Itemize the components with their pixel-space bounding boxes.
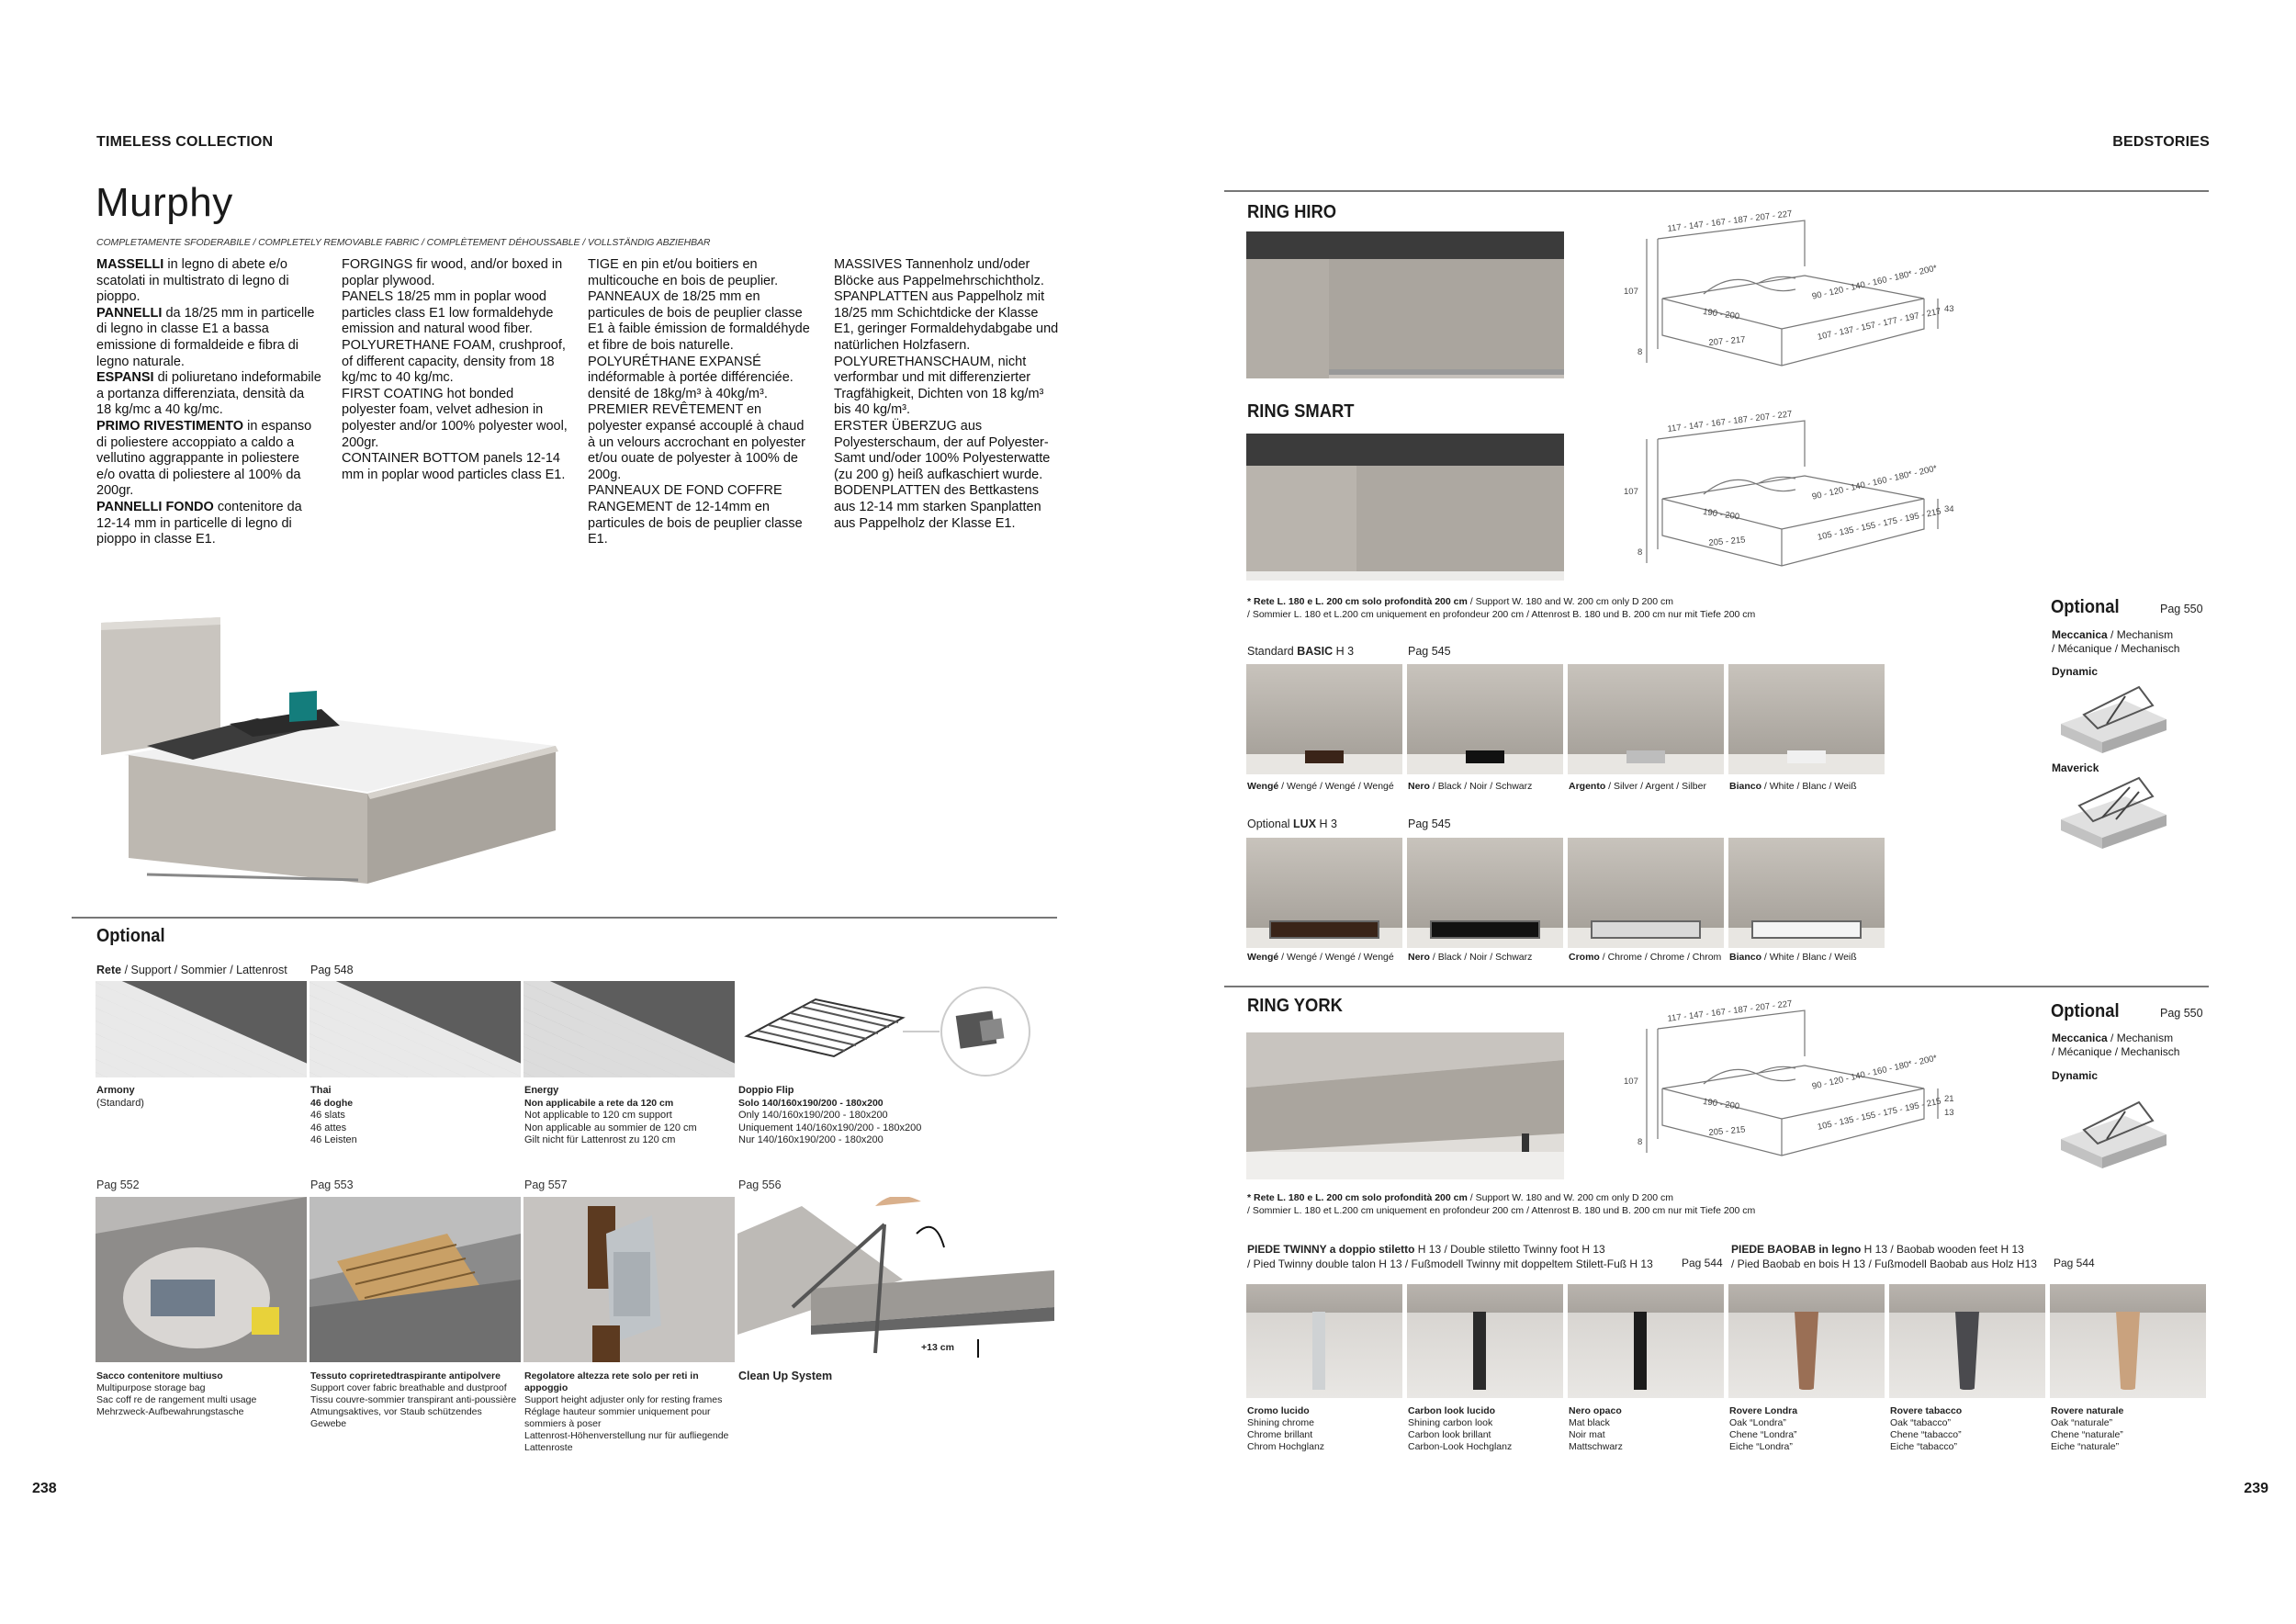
basic-feet-label: Standard BASIC H 3 bbox=[1247, 645, 1355, 658]
foot-caption: Cromo lucido Shining chrome Chrome brillant Chrom Hochglanz bbox=[1247, 1405, 1325, 1452]
mechanism-dynamic-label: Dynamic bbox=[2052, 665, 2099, 678]
page-number-left: 238 bbox=[32, 1481, 57, 1496]
basic-foot-icon bbox=[1466, 750, 1504, 763]
spec-en-paragraph: CONTAINER BOTTOM panels 12-14 mm in poplar wood particles class E1. bbox=[342, 451, 566, 482]
lux-foot-icon bbox=[1591, 920, 1701, 939]
caption-support-cover: Tessuto copriretedtraspirante antipolvere Support cover fabric breathable and dustproof Tissu couvre-sommier transpirant anti-poussière Atmungsaktives, vor Staub schützendes Gewebe bbox=[310, 1370, 517, 1429]
dim-mattress-width: 90 - 120 - 140 - 160 - 180* - 200* bbox=[1811, 463, 1939, 502]
dim-mattress-width: 90 - 120 - 140 - 160 - 180* - 200* bbox=[1811, 1053, 1939, 1092]
dim-side-height: 43 bbox=[1944, 304, 1954, 314]
foot-caption: Carbon look lucido Shining carbon look Carbon look brillant Carbon-Look Hochglanz bbox=[1408, 1405, 1513, 1452]
spec-it-paragraph: ESPANSI di poliuretano indeformabile a portanza differenziata, densità da 18 kg/mc a 40 kg/mc. bbox=[96, 370, 321, 418]
dim-outer-width: 105 - 135 - 155 - 175 - 195 - 215 bbox=[1817, 1096, 1942, 1133]
york-dynamic-image bbox=[2052, 1084, 2169, 1171]
foot-icon bbox=[1955, 1312, 1979, 1390]
lux-swatch-image bbox=[1568, 838, 1724, 948]
spec-fr-paragraph: PANNEAUX DE FOND COFFRE RANGEMENT de 12-14mm en particules de bois de peuplier classe E1. bbox=[588, 483, 803, 547]
lux-swatch-caption: Wengé / Wengé / Wengé / Wengé bbox=[1247, 952, 1394, 963]
lux-feet-pag: Pag 545 bbox=[1408, 818, 1451, 830]
dim-depth: 205 - 215 bbox=[1708, 1124, 1746, 1138]
spec-it-paragraph: MASSELLI in legno di abete e/o scatolati in multistrato di legno di pioppo. bbox=[96, 257, 289, 305]
foot-icon bbox=[1795, 1312, 1818, 1390]
dim-side-height: 34 bbox=[1944, 504, 1954, 514]
dim-top-width: 117 - 147 - 167 - 187 - 207 - 227 bbox=[1667, 409, 1793, 434]
pag-clean-up: Pag 556 bbox=[738, 1179, 782, 1191]
mechanism-optional-title: Optional bbox=[2051, 597, 2120, 617]
dim-height: 107 bbox=[1624, 487, 1638, 497]
page-number-right: 239 bbox=[2244, 1481, 2268, 1496]
basic-swatch-caption: Bianco / White / Blanc / Weiß bbox=[1729, 781, 1857, 792]
dim-foot-height: 8 bbox=[1638, 547, 1643, 558]
energy-slats-image bbox=[523, 981, 735, 1077]
foot-swatch-image bbox=[1407, 1284, 1563, 1398]
ring-hiro-image bbox=[1246, 231, 1564, 378]
york-mechanism-pag: Pag 550 bbox=[2160, 1007, 2203, 1020]
spec-fr-paragraph: TIGE en pin et/ou boitiers en multicouche en bois de peuplier. bbox=[588, 257, 779, 288]
lux-swatch-image bbox=[1246, 838, 1402, 948]
spec-column-en bbox=[342, 257, 569, 483]
twinny-feet-label: PIEDE TWINNY a doppio stiletto H 13 / Double stiletto Twinny foot H 13 / Pied Twinny double talon H 13 / Fußmodell Twinny mit doppeltem Stilett-Fuß H 13 bbox=[1247, 1243, 1653, 1270]
pag-tessuto: Pag 553 bbox=[310, 1179, 354, 1191]
basic-swatch-image bbox=[1246, 664, 1402, 774]
foot-caption: Rovere Londra Oak “Londra” Chene “Londra” Eiche “Londra” bbox=[1729, 1405, 1798, 1452]
lux-feet-label: Optional LUX H 3 bbox=[1247, 818, 1337, 830]
left-optional-title: Optional bbox=[96, 926, 165, 946]
york-optional-title: Optional bbox=[2051, 1001, 2120, 1021]
mechanism-pag: Pag 550 bbox=[2160, 603, 2203, 615]
spec-en-paragraph: POLYURETHANE FOAM, crushproof, of different capacity, density from 18 kg/mc to 40 kg/mc. bbox=[342, 337, 566, 386]
dim-length: 190 - 200 bbox=[1702, 507, 1740, 523]
lux-swatch-image bbox=[1728, 838, 1885, 948]
foot-icon bbox=[2116, 1312, 2140, 1390]
spec-en-paragraph: FIRST COATING hot bonded polyester foam, velvet adhesion in polyester and/or 100% polyester wool, 200gr. bbox=[342, 386, 568, 450]
foot-caption: Rovere tabacco Oak “tabacco” Chene “tabacco” Eiche “tabacco” bbox=[1890, 1405, 1963, 1452]
dim-top-width: 117 - 147 - 167 - 187 - 207 - 227 bbox=[1667, 209, 1793, 234]
lux-swatch-caption: Cromo / Chrome / Chrome / Chrom bbox=[1569, 952, 1722, 963]
basic-swatch-image bbox=[1728, 664, 1885, 774]
clean-up-badge: +13 cm bbox=[921, 1342, 954, 1353]
ring-smart-image bbox=[1246, 434, 1564, 581]
spec-column-de bbox=[834, 257, 1060, 532]
ring-york-image bbox=[1246, 1032, 1564, 1179]
caption-clean-up: Clean Up System bbox=[738, 1370, 833, 1382]
storage-bag-image bbox=[96, 1197, 307, 1362]
foot-swatch-image bbox=[1889, 1284, 2045, 1398]
frame-note-1: * Rete L. 180 e L. 200 cm solo profondità 200 cm / Support W. 180 and W. 200 cm only D 200 cm / Sommier L. 180 et L.200 cm uniquement en profondeur 200 cm / Attenrost B. 180 und B. 200 cm nur mit Tiefe 200 cm bbox=[1247, 596, 1756, 620]
basic-swatch-image bbox=[1568, 664, 1724, 774]
spec-fr-paragraph: POLYURÉTHANE EXPANSÉ indéformable à portée différenciée. densité de 18kg/m³ à 40kg/m³. bbox=[588, 354, 793, 401]
dim-length: 190 - 200 bbox=[1702, 307, 1740, 322]
product-title: Murphy bbox=[96, 180, 233, 225]
caption-height-adjuster: Regolatore altezza rete solo per reti in appoggio Support height adjuster only for resting frames Réglage hauteur sommier uniquement pour sommiers à poser Lattenrost-Höhenverstellung nur für aufliegende Lattenroste bbox=[524, 1370, 729, 1453]
basic-swatch-caption: Argento / Silver / Argent / Silber bbox=[1569, 781, 1706, 792]
ring-york-drawing bbox=[1621, 998, 1979, 1157]
york-mechanism-label: Meccanica / Mechanism / Mécanique / Mechanisch bbox=[2052, 1032, 2180, 1058]
foot-caption: Nero opaco Mat black Noir mat Mattschwarz bbox=[1569, 1405, 1623, 1452]
spec-column-it bbox=[96, 257, 321, 548]
armony-slats-image bbox=[96, 981, 307, 1077]
dim-top-width: 117 - 147 - 167 - 187 - 207 - 227 bbox=[1667, 998, 1793, 1024]
ring-york-title: RING YORK bbox=[1247, 996, 1343, 1016]
dim-side-height: 21 bbox=[1944, 1094, 1954, 1104]
rete-label: Rete / Support / Sommier / Lattenrost bbox=[96, 964, 287, 976]
basic-swatch-caption: Wengé / Wengé / Wengé / Wengé bbox=[1247, 781, 1394, 792]
lux-swatch-image bbox=[1407, 838, 1563, 948]
ring-hiro-title: RING HIRO bbox=[1247, 202, 1337, 222]
slat-caption-doppio-flip: Doppio Flip Solo 140/160x190/200 - 180x200 Only 140/160x190/200 - 180x200 Uniquement 140/160x190/200 - 180x200 Nur 140/160x190/200 - 180x200 bbox=[738, 1085, 922, 1145]
spec-en-paragraph: PANELS 18/25 mm in poplar wood particles class E1 low formaldehyde emission and natural wood fiber. bbox=[342, 289, 554, 337]
spec-fr-paragraph: PANNEAUX de 18/25 mm en particules de bois de peuplier classe E1 à faible émission de formaldéhyde et fibre de bois naturelle. bbox=[588, 289, 810, 353]
dim-height: 107 bbox=[1624, 1077, 1638, 1087]
basic-foot-icon bbox=[1305, 750, 1344, 763]
collection-label: TIMELESS COLLECTION bbox=[96, 134, 274, 150]
product-subtitle: COMPLETAMENTE SFODERABILE / COMPLETELY REMOVABLE FABRIC / COMPLÈTEMENT DÉHOUSSABLE / VOLLSTÄNDIG ABZIEHBAR bbox=[96, 237, 711, 248]
spec-column-fr bbox=[588, 257, 813, 548]
height-adjuster-image bbox=[523, 1197, 735, 1362]
dim-mattress-width: 90 - 120 - 140 - 160 - 180* - 200* bbox=[1811, 263, 1939, 302]
foot-swatch-image bbox=[2050, 1284, 2206, 1398]
maverick-mechanism-image bbox=[2052, 764, 2169, 851]
spec-en-paragraph: FORGINGS fir wood, and/or boxed in poplar plywood. bbox=[342, 257, 563, 288]
ring-smart-drawing bbox=[1621, 409, 1979, 568]
support-cover-image bbox=[310, 1197, 521, 1362]
dim-depth: 205 - 215 bbox=[1708, 535, 1746, 548]
dim-depth: 207 - 217 bbox=[1708, 334, 1746, 348]
caption-storage-bag: Sacco contenitore multiuso Multipurpose storage bag Sac coff re de rangement multi usage Mehrzweck-Aufbewahrungstasche bbox=[96, 1370, 257, 1417]
lux-foot-icon bbox=[1430, 920, 1540, 939]
pag-sacco: Pag 552 bbox=[96, 1179, 140, 1191]
lux-foot-icon bbox=[1751, 920, 1862, 939]
baobab-pag: Pag 544 bbox=[2054, 1257, 2095, 1269]
thai-slats-image bbox=[310, 981, 521, 1077]
doppio-flip-image bbox=[737, 981, 1054, 1077]
ring-hiro-drawing bbox=[1621, 211, 1979, 367]
lux-swatch-caption: Bianco / White / Blanc / Weiß bbox=[1729, 952, 1857, 963]
dim-outer-width: 107 - 137 - 157 - 177 - 197 - 217 bbox=[1817, 306, 1942, 343]
mechanism-label: Meccanica / Mechanism / Mécanique / Mechanisch bbox=[2052, 628, 2180, 655]
bed-product-image bbox=[92, 617, 569, 884]
spec-de-paragraph: POLYURETHANSCHAUM, nicht verformbar und mit differenzierter Tragfähigkeit, Dichten von 18 kg/m³ bis 40 kg/m³. bbox=[834, 354, 1044, 418]
foot-icon bbox=[1473, 1312, 1486, 1390]
basic-swatch-image bbox=[1407, 664, 1563, 774]
dynamic-mechanism-image bbox=[2052, 669, 2169, 756]
lux-swatch-caption: Nero / Black / Noir / Schwarz bbox=[1408, 952, 1533, 963]
twinny-pag: Pag 544 bbox=[1682, 1257, 1723, 1269]
mechanism-maverick-label: Maverick bbox=[2052, 761, 2099, 774]
slat-caption-thai: Thai 46 doghe 46 slats 46 attes 46 Leisten bbox=[310, 1085, 357, 1145]
foot-icon bbox=[1312, 1312, 1325, 1390]
brand-label: BEDSTORIES bbox=[2112, 134, 2210, 150]
spec-de-paragraph: SPANPLATTEN aus Pappelholz mit 18/25 mm Schichtdicke der Klasse E1, geringer Formaldehydabgabe und natürlichen Holzfasern. bbox=[834, 289, 1059, 353]
foot-swatch-image bbox=[1568, 1284, 1724, 1398]
slat-caption-armony: Armony (Standard) bbox=[96, 1085, 144, 1109]
dim-outer-width: 105 - 135 - 155 - 175 - 195 - 215 bbox=[1817, 506, 1942, 543]
spec-de-paragraph: ERSTER ÜBERZUG aus Polyesterschaum, der auf Polyester-Samt und/oder 100% Polyesterwatte (zu 200 g) heiß aufkaschiert wurde. bbox=[834, 418, 1051, 482]
slat-caption-energy: Energy Non applicabile a rete da 120 cm Not applicable to 120 cm support Non applicable au sommier de 120 cm Gilt nicht für Lattenrost zu 120 cm bbox=[524, 1085, 697, 1145]
foot-swatch-image bbox=[1728, 1284, 1885, 1398]
dim-length: 190 - 200 bbox=[1702, 1097, 1740, 1112]
spec-it-paragraph: PRIMO RIVESTIMENTO in espanso di poliestere accoppiato a caldo a vellutino aggrappante in poliestere e/o ovatta di poliestere al 100% da 200gr. bbox=[96, 418, 312, 499]
lux-foot-icon bbox=[1269, 920, 1379, 939]
frame-note-2: * Rete L. 180 e L. 200 cm solo profondità 200 cm / Support W. 180 and W. 200 cm only D 200 cm / Sommier L. 180 et L.200 cm uniquement en profondeur 200 cm / Attenrost B. 180 und B. 200 cm nur mit Tiefe 200 cm bbox=[1247, 1192, 1756, 1216]
spec-de-paragraph: MASSIVES Tannenholz und/oder Blöcke aus Pappelmehrschichtholz. bbox=[834, 257, 1044, 288]
spec-it-paragraph: PANNELLI FONDO contenitore da 12-14 mm in particelle di legno di pioppo in classe E1. bbox=[96, 499, 302, 547]
foot-swatch-image bbox=[1246, 1284, 1402, 1398]
clean-up-system-image bbox=[737, 1197, 1054, 1362]
basic-feet-pag: Pag 545 bbox=[1408, 645, 1451, 658]
spec-it-paragraph: PANNELLI da 18/25 mm in particelle di legno in classe E1 a bassa emissione di formaldeide e fibra di legno naturale. bbox=[96, 305, 315, 369]
basic-swatch-caption: Nero / Black / Noir / Schwarz bbox=[1408, 781, 1533, 792]
dim-foot-height: 8 bbox=[1638, 1137, 1643, 1147]
basic-foot-icon bbox=[1626, 750, 1665, 763]
foot-icon bbox=[1634, 1312, 1647, 1390]
baobab-feet-label: PIEDE BAOBAB in legno H 13 / Baobab wooden feet H 13 / Pied Baobab en bois H 13 / Fußmodell Baobab aus Holz H13 bbox=[1731, 1243, 2037, 1270]
foot-caption: Rovere naturale Oak “naturale” Chene “naturale” Eiche “naturale” bbox=[2051, 1405, 2124, 1452]
rete-pag: Pag 548 bbox=[310, 964, 354, 976]
basic-foot-icon bbox=[1787, 750, 1826, 763]
dim-foot-height: 8 bbox=[1638, 347, 1643, 357]
york-dynamic-label: Dynamic bbox=[2052, 1069, 2099, 1082]
spec-fr-paragraph: PREMIER REVÊTEMENT en polyester expansé accouplé à chaud à un velours accrochant en polyester et/ou ouate de polyester à 100% de 200g. bbox=[588, 402, 805, 482]
spec-de-paragraph: BODENPLATTEN des Bettkastens aus 12-14 mm starken Spanplatten aus Pappelholz der Klasse E1. bbox=[834, 483, 1041, 531]
pag-regolatore: Pag 557 bbox=[524, 1179, 568, 1191]
ring-smart-title: RING SMART bbox=[1247, 401, 1355, 422]
dim-height: 107 bbox=[1624, 287, 1638, 297]
dim-side-height-2: 13 bbox=[1944, 1108, 1954, 1118]
